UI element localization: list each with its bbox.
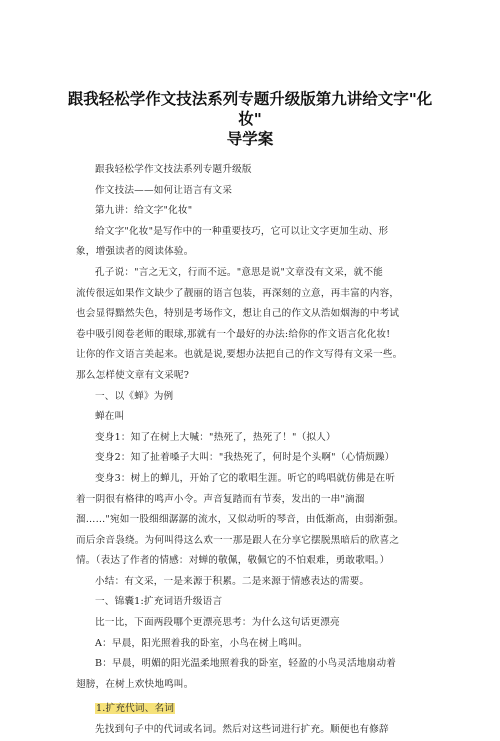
document-body xyxy=(76,160,430,741)
text-line: 翅膀，在树上欢快地鸣叫。 xyxy=(76,678,194,690)
text-line: 给文字"化妆"是写作中的一种重要技巧，它可以让文字更加生动、形 xyxy=(95,225,389,237)
text-line: 先找到句子中的代词或名词。然后对这些词进行扩充。顺便也有修辞 xyxy=(95,724,389,736)
text-line: 着一阴很有格律的鸣声小令。声音复踏而有节奏，发出的一串"滴溜 xyxy=(76,493,365,505)
text-line: 作文技法——如何让语言有文采 xyxy=(95,184,233,196)
text-line: 变身1：知了在树上大喊："热死了，热死了！"（拟人） xyxy=(95,431,336,443)
text-line: 溜……"宛如一股细细潺潺的流水，又似动听的琴音，由低渐高，由弱渐强。 xyxy=(76,514,404,526)
title-line-1: 跟我轻松学作文技法系列专题升级版第九讲给文字"化妆" xyxy=(67,90,433,128)
text-line: 小结：有文采，一是来源于积累。二是来源于情感表达的需要。 xyxy=(95,575,370,587)
document-title xyxy=(60,89,440,149)
highlighted-text: 1.扩充代词、名词 xyxy=(96,703,175,715)
text-line: B：早晨，明媚的阳光温柔地照着我的卧室，轻盈的小鸟灵活地扇动着 xyxy=(95,658,397,670)
subsection-heading xyxy=(76,699,430,720)
text-line: 也会显得黯然失色，特别是考场作文，想让自己的作文从浩如烟海的中考试 xyxy=(76,308,400,320)
text-line: 跟我轻松学作文技法系列专题升级版 xyxy=(95,164,252,175)
text-line: 让你的作文语言美起来。也就是说,要想办法把自己的作文写得有文采一些。 xyxy=(76,349,403,361)
section-heading: 一、锦囊1:扩充词语升级语言 xyxy=(95,596,223,608)
text-line: 流传很远如果作文缺少了靓丽的语言包装，再深刻的立意，再丰富的内容， xyxy=(76,287,400,299)
text-line: 卷中吸引阅卷老师的眼球,那就有一个最好的办法:给你的作文语言化化妆! xyxy=(76,328,391,340)
text-line: 蝉在叫 xyxy=(95,411,125,423)
text-line: 而后余音袅绕。为何叫得这么欢一一那是跟人在分享它摆脱黑暗后的欣喜之 xyxy=(76,534,400,546)
text-line: A：早晨，阳光照着我的卧室，小鸟在树上鸣叫。 xyxy=(95,637,308,649)
text-line: 变身3：树上的蝉儿，开始了它的歌唱生涯。听它的鸣唱就仿佛是在听 xyxy=(95,472,396,484)
text-line: 情。（表达了作者的情感：对蝉的敬佩，敬佩它的不怕艰难，勇敢歌唱。） xyxy=(76,555,390,567)
title-line-2: 导学案 xyxy=(226,130,274,148)
section-heading: 一、以《蝉》为例 xyxy=(95,390,174,402)
text-line: 孔子说："言之无文，行而不远。"意思是说"文章没有文采，就不能 xyxy=(95,266,384,278)
text-line: 比一比，下面两段哪个更漂亮思考：为什么这句话更漂亮 xyxy=(95,617,340,629)
text-line: 象，增强读者的阅读体验。 xyxy=(76,246,194,258)
text-line: 第九讲：给文字"化妆" xyxy=(95,205,193,217)
text-line: 那么怎样使文章有文采呢? xyxy=(76,369,190,381)
text-line: 变身2：知了扯着嗓子大叫："我热死了，何时是个头啊"（心情烦躁） xyxy=(95,452,395,464)
